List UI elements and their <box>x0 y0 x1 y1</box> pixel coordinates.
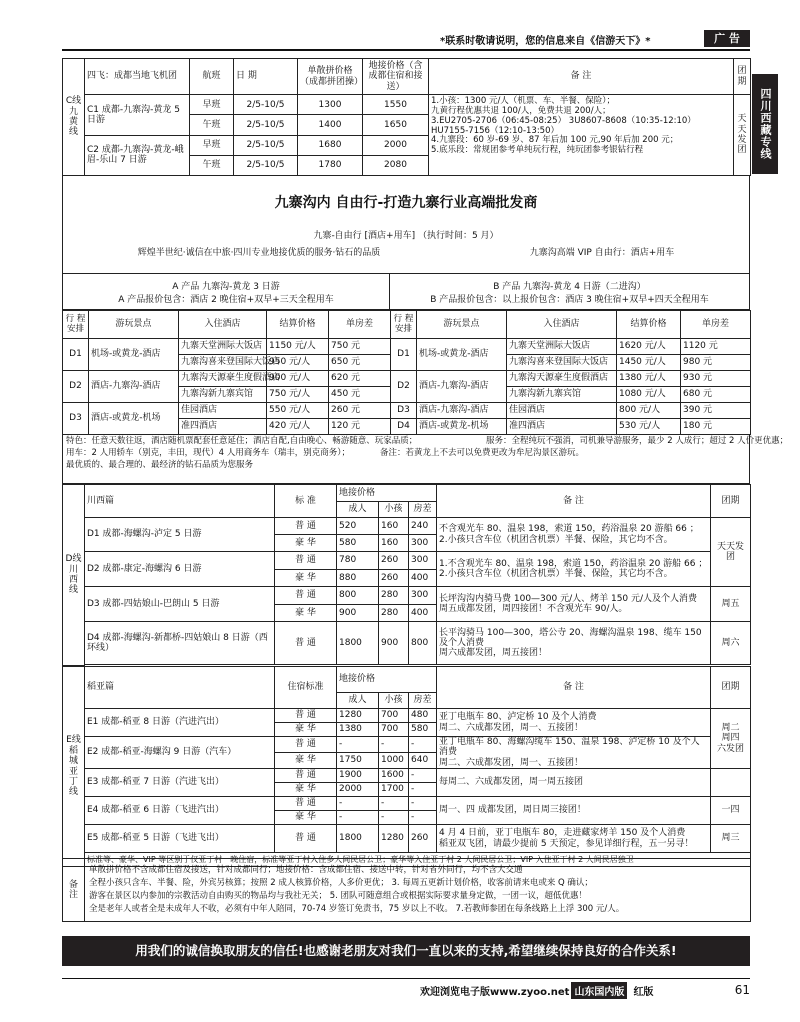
b-hotel: 九寨沟天源豪生度假酒店 <box>507 371 617 387</box>
a-diff: 750 元 <box>329 339 391 355</box>
b-hdr-day: 行 程安排 <box>391 311 417 339</box>
b-hdr-hotel: 入住酒店 <box>507 311 617 339</box>
b-day: D1 <box>391 339 417 371</box>
c-price: 1400 <box>298 115 363 135</box>
e-route-name: E3 成都-稻亚 7 日游（汽进飞出） <box>85 769 275 797</box>
e-child: 700 <box>379 709 409 723</box>
a-hotel: 九寨沟新九寨宾馆 <box>179 387 267 403</box>
a-day: D2 <box>63 371 89 403</box>
c-date: 2/5-10/5 <box>234 155 298 175</box>
e-room: 260 <box>409 825 437 853</box>
a-spot: 酒店-九寨沟-酒店 <box>89 371 179 403</box>
e-route-name: E4 成都-稻亚 6 日游（飞进汽出） <box>85 797 275 825</box>
d-std: 豪 华 <box>275 569 337 586</box>
c-price: 1780 <box>298 155 363 175</box>
e-child: 1000 <box>379 753 409 769</box>
c-price: 1300 <box>298 95 363 115</box>
promo-note-e: 最优质的、最合理的、最经济的钻石品质为您服务 <box>66 460 254 470</box>
e-group <box>711 709 751 769</box>
d-child: 280 <box>379 587 409 604</box>
e-child: 700 <box>379 723 409 737</box>
c-local: 1650 <box>363 115 429 135</box>
e-hdr-adult: 成人 <box>337 693 379 709</box>
d-child: 260 <box>379 552 409 569</box>
e-child: 1600 <box>379 769 409 783</box>
c-hdr-flight: 航班 <box>190 59 234 95</box>
d-route-name: D4 成都-海螺沟-新都桥-四姑娘山 8 日游（西环线） <box>85 621 275 664</box>
product-a-title: A 产品 九寨沟-黄龙 3 日游 <box>172 282 280 292</box>
e-room: 580 <box>409 723 437 737</box>
b-hdr-spot: 游玩景点 <box>417 311 507 339</box>
b-spot: 酒店-或黄龙-机场 <box>417 419 507 435</box>
c-date: 2/5-10/5 <box>234 115 298 135</box>
promo-notes-row2 <box>66 447 746 459</box>
d-std: 普 通 <box>275 621 337 664</box>
product-b <box>390 274 750 434</box>
a-price: 900 元/人 <box>267 371 329 387</box>
d-room: 240 <box>409 517 437 534</box>
e-group-line: 六发团 <box>716 743 744 754</box>
d-adult: 900 <box>337 604 379 621</box>
b-spot: 机场-或黄龙-酒店 <box>417 339 507 371</box>
product-b-sub: B 产品报价包含：以上报价包含：酒店 3 晚住宿+双早+四天全程用车 <box>430 295 709 305</box>
a-spot: 机场-或黄龙-酒店 <box>89 339 179 371</box>
footer-rule <box>62 978 750 979</box>
a-diff: 620 元 <box>329 371 391 387</box>
product-b-title: B 产品 九寨沟-黄龙 4 日游（二进沟） <box>493 282 646 292</box>
d-std: 豪 华 <box>275 604 337 621</box>
e-adult: 1280 <box>337 709 379 723</box>
d-remark-line: 2.小孩只含车位（机团含机票）半餐、保险，其它均不含。 <box>439 569 673 580</box>
b-hotel: 九寨天堂洲际大饭店 <box>507 339 617 355</box>
b-spot: 酒店-九寨沟-酒店 <box>417 371 507 403</box>
c-remarks <box>429 95 734 176</box>
e-room: 480 <box>409 709 437 723</box>
c-remark-line: 4.九寨段：60 岁-69 岁、87 年后加 100 元,90 年后加 200 元； <box>431 135 679 146</box>
e-remark-line: 稻亚双飞团，请最少提前 5 天预定，参见详细行程，五一另寻！ <box>439 838 694 849</box>
d-remark <box>437 552 711 587</box>
e-remark-line: 周二、六成都发团，周一、五接团！ <box>439 757 584 768</box>
promo-title: 九寨沟内 自由行-打造九寨行业高端批发商 <box>274 195 538 211</box>
e-adult: 2000 <box>337 783 379 797</box>
b-price: 1450 元/人 <box>617 355 681 371</box>
note-line: 全程小孩只含车、半餐、险，外宾另核算；按照 2 成人核算价格，人多价更优； 3. 每周五更新计划价格，收客前请来电或来 Q 确认； <box>89 878 593 888</box>
b-diff: 390 元 <box>681 403 751 419</box>
c-local: 1550 <box>363 95 429 115</box>
e-room: - <box>409 737 437 753</box>
c-date: 2/5-10/5 <box>234 135 298 155</box>
b-price: 1080 元/人 <box>617 387 681 403</box>
b-price: 800 元/人 <box>617 403 681 419</box>
product-a <box>62 274 390 434</box>
e-hdr-remark: 备 注 <box>437 667 711 709</box>
d-std: 普 通 <box>275 552 337 569</box>
c-remark-line: HU7155-7156（12:10-13:50） <box>431 125 560 136</box>
d-route-name: D3 成都-四姑娘山-巴朗山 5 日游 <box>85 587 275 622</box>
d-std: 普 通 <box>275 517 337 534</box>
header-rule <box>62 49 750 51</box>
promo-line2b: 九寨沟高端 VIP 自由行：酒店+用车 <box>529 248 675 258</box>
b-diff: 930 元 <box>681 371 751 387</box>
d-child: 260 <box>379 569 409 586</box>
a-diff: 450 元 <box>329 387 391 403</box>
bottom-banner: 用我们的诚信换取朋友的信任!也感谢老朋友对我们一直以来的支持,希望继续保持良好的合作关系! <box>62 936 750 966</box>
e-room: 640 <box>409 753 437 769</box>
c-flight: 早班 <box>190 95 234 115</box>
e-room: - <box>409 797 437 811</box>
e-remark: 周一、四 成都发团，周日周三接团！ <box>437 797 711 825</box>
e-group: 一四 <box>711 797 751 825</box>
a-diff: 120 元 <box>329 419 391 435</box>
d-remark-line: 周五成都发团，周四接团！不含观光车 90/人。 <box>439 604 628 615</box>
products <box>62 274 750 434</box>
d-std: 豪 华 <box>275 535 337 552</box>
d-hdr-std: 标 准 <box>275 485 337 518</box>
a-price: 1150 元/人 <box>267 339 329 355</box>
c-flight: 午班 <box>190 155 234 175</box>
c-flight: 早班 <box>190 135 234 155</box>
note-line: 全是老年人或者全是未成年人不收，必须有中年人陪同，70-74 岁签订免责书，75 岁以上不收。 7.若教师参团在每条线路上上浮 300 元/人。 <box>89 904 625 914</box>
d-remark <box>437 517 711 552</box>
e-remark <box>437 709 711 737</box>
ad-badge: 广 告 <box>704 30 750 47</box>
d-hdr-room: 房差 <box>409 502 437 517</box>
e-std: 普 通 <box>275 797 337 811</box>
d-hdr-group: 团期 <box>711 485 751 518</box>
e-std: 豪 华 <box>275 753 337 769</box>
e-remark: 每周二、六成都发团，周一周五接团 <box>437 769 711 797</box>
footer-text: 欢迎浏览电子版www.zyoo.net <box>420 986 570 998</box>
a-price: 550 元/人 <box>267 403 329 419</box>
d-hdr-name: 川西篇 <box>85 485 275 518</box>
b-diff: 680 元 <box>681 387 751 403</box>
d-hdr-local: 地接价格 <box>337 485 437 502</box>
e-adult: - <box>337 737 379 753</box>
e-hdr-local: 地接价格 <box>337 667 437 693</box>
c-line-section <box>62 58 750 176</box>
c-remark-line: 3.EU2705-2706（06:45-08:25） 3U8607-8608（10:35-12:10） <box>431 115 696 126</box>
a-hotel: 九寨天堂洲际大饭店 <box>179 339 267 355</box>
b-hdr-price: 结算价格 <box>617 311 681 339</box>
e-remark-line: 4 月 4 日前，亚丁电瓶车 80，走进藏家烤羊 150 及个人消费 <box>439 828 686 839</box>
d-room: 800 <box>409 621 437 664</box>
a-spot: 酒店-或黄龙-机场 <box>89 403 179 435</box>
a-hotel: 佳园酒店 <box>179 403 267 419</box>
e-hdr-group: 团期 <box>711 667 751 709</box>
d-room: 300 <box>409 552 437 569</box>
e-hdr-child: 小孩 <box>379 693 409 709</box>
b-diff: 180 元 <box>681 419 751 435</box>
d-hdr-child: 小孩 <box>379 502 409 517</box>
b-price: 530 元/人 <box>617 419 681 435</box>
d-group: 周六 <box>711 621 751 664</box>
a-diff: 260 元 <box>329 403 391 419</box>
notes-label: 备注 <box>63 859 85 922</box>
e-child: - <box>379 797 409 811</box>
d-adult: 580 <box>337 535 379 552</box>
product-a-sub: A 产品报价包含：酒店 2 晚住宿+双早+三天全程用车 <box>118 295 334 305</box>
e-hdr-name: 稻亚篇 <box>85 667 275 709</box>
c-local: 2080 <box>363 155 429 175</box>
d-child: 280 <box>379 604 409 621</box>
c-remark-line: 5.底乐段：常规团参考单纯玩行程，纯玩团参考银钻行程 <box>431 145 644 156</box>
promo-note-d: 备注：若黄龙上不去可以免费更改为牟尼沟景区游玩。 <box>379 448 584 458</box>
a-hdr-diff: 单房差 <box>329 311 391 339</box>
b-price: 1380 元/人 <box>617 371 681 387</box>
notes-section <box>62 858 750 922</box>
footer-edition: 山东国内版 <box>571 982 627 999</box>
b-spot: 酒店-九寨沟-酒店 <box>417 403 507 419</box>
e-group-line: 周二 <box>721 723 740 733</box>
d-room: 300 <box>409 535 437 552</box>
e-group-line: 周四 <box>721 733 740 744</box>
e-adult: - <box>337 797 379 811</box>
c-hdr-remark: 备 注 <box>429 59 734 95</box>
d-hdr-remark: 备 注 <box>437 485 711 518</box>
a-price: 950 元/人 <box>267 355 329 371</box>
c-remark-line: 1.小孩：1300 元/人（机票、车、半餐、保险）； <box>431 96 616 107</box>
e-adult: 1750 <box>337 753 379 769</box>
e-std: 豪 华 <box>275 811 337 825</box>
c-hdr-price: 单散拼价格（成都拼团操） <box>298 59 363 95</box>
d-adult: 780 <box>337 552 379 569</box>
d-group: 天天发团 <box>711 517 751 587</box>
e-hdr-room: 房差 <box>409 693 437 709</box>
b-hotel: 准四酒店 <box>507 419 617 435</box>
promo-notes <box>62 434 789 484</box>
e-footer: 标准等、豪华、VIP 等区别于仅亚丁村一晚住宿，标准等亚丁村入住多人间民居公卫；豪华等入住亚丁村 2 人间民居公卫；VIP 入住亚丁村 2 人间民居独卫 <box>85 853 751 867</box>
a-day: D3 <box>63 403 89 435</box>
promo-note-b: 服务：全程纯玩不强消，司机兼导游服务，最少 2 人成行；超过 2 人价更优惠； <box>486 436 789 446</box>
e-remark-line: 周二、六成都发团，周一、五接团！ <box>439 722 584 733</box>
d-route-name: D1 成都-海螺沟-泸定 5 日游 <box>85 517 275 552</box>
c-flight: 午班 <box>190 115 234 135</box>
e-hdr-std: 住宿标准 <box>275 667 337 709</box>
e-adult: - <box>337 811 379 825</box>
d-room: 300 <box>409 587 437 604</box>
b-day: D3 <box>391 403 417 419</box>
c-line-label: C线 九黄线 <box>63 59 85 176</box>
c-hdr-route: 四飞：成都当地飞机团 <box>85 59 190 95</box>
e-line-section <box>62 666 750 864</box>
c-price: 1680 <box>298 135 363 155</box>
d-remark <box>437 587 711 622</box>
notes-body <box>85 859 751 922</box>
product-a-title-box <box>62 274 390 310</box>
b-hotel: 九寨沟新九寨宾馆 <box>507 387 617 403</box>
promo-line2a: 辉煌半世纪·诚信在中旅·四川专业地接优质的服务·钻石的品质 <box>137 248 381 258</box>
e-std: 普 通 <box>275 709 337 723</box>
e-remark-line: 亚丁电瓶车 80、海螺沟缆车 150、温泉 198、泸定桥 10 及个人消费 <box>439 737 700 758</box>
e-room: - <box>409 769 437 783</box>
d-child: 160 <box>379 535 409 552</box>
d-room: 400 <box>409 604 437 621</box>
c-group: 天天发团 <box>734 95 751 176</box>
e-route-name: E1 成都-稻亚 8 日游（汽进汽出） <box>85 709 275 737</box>
d-remark-line: 长平沟骑马 100—300，塔公寺 20、海螺沟温泉 198、缆车 150 及个人消费 <box>439 627 702 649</box>
e-std: 豪 华 <box>275 723 337 737</box>
e-child: 1280 <box>379 825 409 853</box>
e-std: 豪 华 <box>275 783 337 797</box>
a-hotel: 九寨沟喜来登国际大饭店 <box>179 355 267 371</box>
d-remark-line: 不含观光车 80、温泉 198，索道 150，药浴温泉 20 游船 66 ； <box>439 524 699 535</box>
e-child: - <box>379 737 409 753</box>
e-room: - <box>409 811 437 825</box>
e-group-blank <box>711 769 751 797</box>
d-adult: 800 <box>337 587 379 604</box>
footer-red: 红版 <box>633 986 654 998</box>
c-route-name: C2 成都-九寨沟-黄龙-峨眉-乐山 7 日游 <box>85 135 190 175</box>
e-remark <box>437 737 711 769</box>
a-hdr-price: 结算价格 <box>267 311 329 339</box>
d-route-name: D2 成都-康定-海螺沟 6 日游 <box>85 552 275 587</box>
footer <box>420 982 750 998</box>
d-remark-line: 2.小孩只含车位（机团含机票）半餐、保险，其它均不含。 <box>439 534 673 545</box>
promo-block <box>62 176 750 274</box>
note-line: 游客在景区以内参加的宗教活动自由购买的物品均与我社无关； 5. 团队可随意组合或根据实际要求量身定做，一团一议，超低优惠！ <box>89 891 588 901</box>
d-remark-line: 周六成都发团，周五接团！ <box>439 648 548 659</box>
promo-note-c: 用车：2 人用轿车（别克，丰田，现代）4 人用商务车（瑞丰，别克商务）； <box>66 448 350 458</box>
c-remark-line: 九黄行程优惠共退 100/人，免费共退 200/人； <box>431 106 611 117</box>
b-hdr-diff: 单房差 <box>681 311 751 339</box>
b-price: 1620 元/人 <box>617 339 681 355</box>
a-hdr-spot: 游玩景点 <box>89 311 179 339</box>
a-price: 420 元/人 <box>267 419 329 435</box>
e-group: 周三 <box>711 825 751 853</box>
b-day: D2 <box>391 371 417 403</box>
e-remark <box>437 825 711 853</box>
note-line: 单散拼价格不含成都住宿及接送，针对成都同行；地接价格：含成都住宿、接送中转，针对省外同行，均不含大交通 <box>89 865 523 875</box>
d-remark-line: 1.不含观光车 80、温泉 198，索道 150，药浴温泉 20 游船 66 ； <box>439 558 708 569</box>
e-child: 1700 <box>379 783 409 797</box>
e-adult: 1380 <box>337 723 379 737</box>
e-room: - <box>409 783 437 797</box>
d-group: 周五 <box>711 587 751 622</box>
header-note: *联系时敬请说明，您的信息来自《信游天下》* <box>440 36 651 47</box>
e-adult: 1900 <box>337 769 379 783</box>
a-hotel: 准四酒店 <box>179 419 267 435</box>
d-child: 160 <box>379 517 409 534</box>
e-std: 普 通 <box>275 737 337 753</box>
side-tab: 四川西藏专线 <box>752 74 778 174</box>
e-line-label: E线 稻城亚丁线 <box>63 667 85 867</box>
e-route-name: E5 成都-稻亚 5 日游（飞进飞出） <box>85 825 275 853</box>
d-adult: 880 <box>337 569 379 586</box>
d-adult: 520 <box>337 517 379 534</box>
a-day: D1 <box>63 339 89 371</box>
product-b-title-box <box>390 274 750 310</box>
d-remark-line: 长坪沟沟内骑马费 100—300 元/人、烤羊 150 元/人及个人消费 <box>439 593 698 604</box>
d-child: 900 <box>379 621 409 664</box>
c-date: 2/5-10/5 <box>234 95 298 115</box>
e-adult: 1800 <box>337 825 379 853</box>
d-line-section <box>62 484 750 666</box>
c-route-name: C1 成都-九寨沟-黄龙 5日游 <box>85 95 190 135</box>
a-hdr-day: 行 程安排 <box>63 311 89 339</box>
d-adult: 1800 <box>337 621 379 664</box>
c-hdr-group: 团期 <box>734 59 751 95</box>
promo-notes-row1 <box>66 435 789 447</box>
c-hdr-date: 日 期 <box>234 59 298 95</box>
c-local: 2000 <box>363 135 429 155</box>
e-std: 普 通 <box>275 825 337 853</box>
a-price: 750 元/人 <box>267 387 329 403</box>
a-diff: 650 元 <box>329 355 391 371</box>
b-day: D4 <box>391 419 417 435</box>
promo-line1: 九寨-自由行 [酒店+用车] （执行时间：5 月） <box>313 231 499 241</box>
promo-line2 <box>63 245 749 258</box>
d-line-label: D线 川西线 <box>63 485 85 666</box>
c-hdr-local: 地接价格（含成都住宿和接送） <box>363 59 429 95</box>
d-room: 400 <box>409 569 437 586</box>
e-child: - <box>379 811 409 825</box>
b-diff: 980 元 <box>681 355 751 371</box>
b-diff: 1120 元 <box>681 339 751 355</box>
d-std: 普 通 <box>275 587 337 604</box>
b-hotel: 九寨沟喜来登国际大饭店 <box>507 355 617 371</box>
a-hotel: 九寨沟天源豪生度假酒店 <box>179 371 267 387</box>
page-number: 61 <box>734 983 750 997</box>
e-std: 普 通 <box>275 769 337 783</box>
d-hdr-adult: 成人 <box>337 502 379 517</box>
b-hotel: 佳园酒店 <box>507 403 617 419</box>
promo-note-a: 特色：任意天数往返，酒店随机票配套任意延住；酒店自配,自由晚心、畅游随意、玩家品质； <box>66 436 418 446</box>
a-hdr-hotel: 入住酒店 <box>179 311 267 339</box>
d-remark <box>437 621 711 664</box>
e-remark-line: 亚丁电瓶车 80、泸定桥 10 及个人消费 <box>439 712 597 723</box>
e-route-name: E2 成都-稻亚-海螺沟 9 日游（汽车） <box>85 737 275 769</box>
